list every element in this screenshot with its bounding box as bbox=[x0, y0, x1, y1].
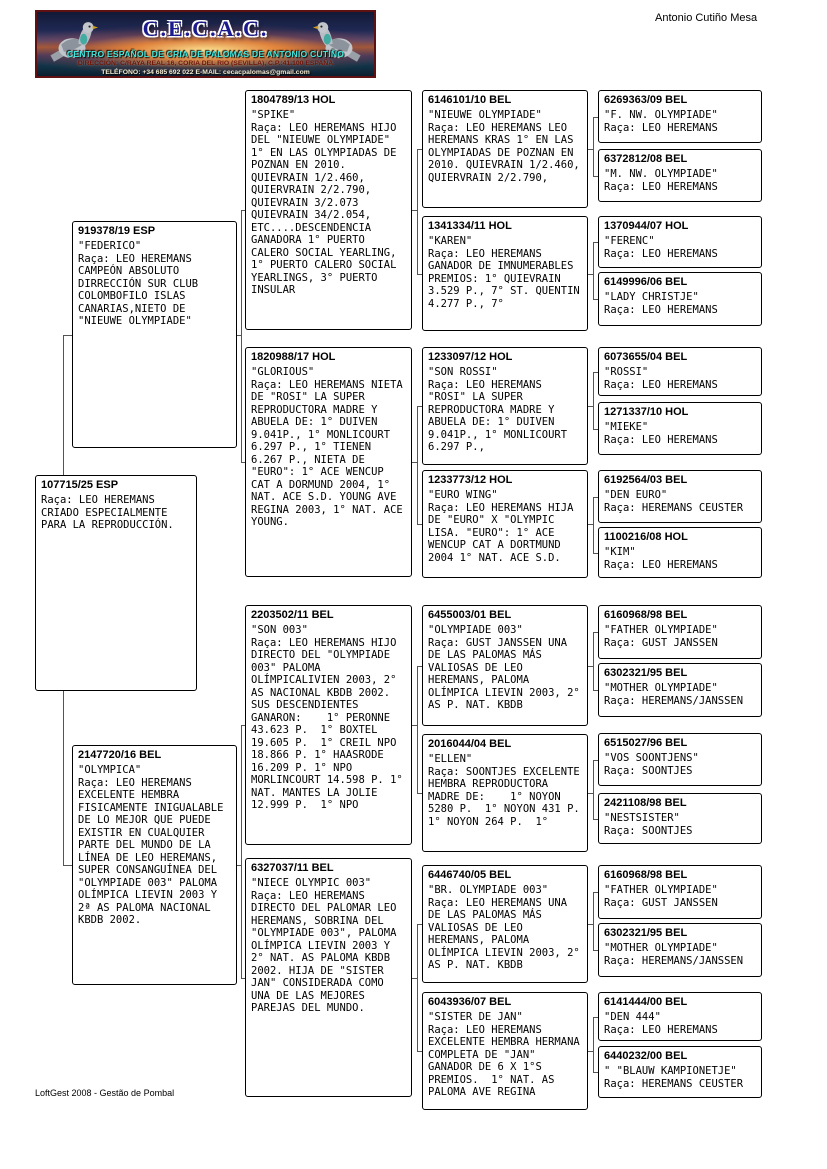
connector-line bbox=[593, 176, 598, 177]
connector-line bbox=[593, 690, 598, 691]
bird-name: "OLYMPICA" bbox=[78, 764, 142, 776]
connector-line bbox=[593, 117, 594, 176]
connector-line bbox=[241, 725, 245, 726]
bird-name: " "BLAUW KAMPIONETJE" bbox=[604, 1065, 737, 1077]
bird-name: "KAREN" bbox=[428, 235, 473, 247]
bird-description: Raça: LEO HEREMANS HIJA DE "EURO" X "OLYMPIC LISA. "EURO": 1° ACE WENCUP CAT A DORTMUND 2004 1° NAT. ACE S.D. bbox=[428, 501, 580, 564]
connector-line bbox=[593, 117, 598, 118]
bird-description: Raça: LEO HEREMANS EXCELENTE HEMBRA HERMANA COMPLETA DE "JAN" GANADOR DE 6 X 1°S PREMIOS. 1° NAT. AS PALOMA AVE REGINA bbox=[428, 1023, 587, 1098]
pedigree-box-1233773-12 bbox=[422, 470, 588, 578]
bird-name: "FERENC" bbox=[604, 235, 655, 247]
bird-description: Raça: GUST JANSSEN bbox=[604, 636, 718, 649]
pedigree-box-2421108-98 bbox=[598, 793, 762, 844]
ring-number: 6327037/11 BEL bbox=[251, 862, 334, 874]
pedigree-box-6440232-00 bbox=[598, 1046, 762, 1098]
pedigree-box-2016044-04 bbox=[422, 734, 588, 852]
ring-number: 6515027/96 BEL bbox=[604, 737, 688, 749]
connector-line bbox=[593, 950, 598, 951]
bird-description: Raça: LEO HEREMANS CRIADO ESPECIALMENTE PARA LA REPRODUCCIÓN. bbox=[41, 494, 174, 531]
bird-description: Raça: LEO HEREMANS "ROSI" LA SUPER REPRODUCTORA MADRE Y ABUELA DE: 1° DUIVEN 9.041P., 1° MONLICOURT 6.297 P., bbox=[428, 378, 574, 453]
ring-number: 6160968/98 BEL bbox=[604, 609, 688, 621]
pedigree-box-6043936-07 bbox=[422, 992, 588, 1110]
ring-number: 2016044/04 BEL bbox=[428, 738, 512, 750]
connector-line bbox=[417, 793, 422, 794]
bird-name: "KIM" bbox=[604, 546, 636, 558]
ring-number: 1233097/12 HOL bbox=[428, 351, 513, 363]
ring-number: 1370944/07 HOL bbox=[604, 220, 689, 232]
connector-line bbox=[593, 1072, 598, 1073]
bird-name: "DEN EURO" bbox=[604, 489, 668, 501]
pedigree-box-1341334-11 bbox=[422, 216, 588, 331]
connector-line bbox=[593, 429, 598, 430]
bird-description: Raça: HEREMANS CEUSTER bbox=[604, 501, 744, 514]
club-address: DIRECCIÓN: C/RAYA REAL 16, CORIA DEL RIO (SEVILLA), C.P.:41.100 ESPAÑA bbox=[77, 60, 334, 67]
pedigree-box-6269363-09 bbox=[598, 90, 762, 143]
ring-number: 1820988/17 HOL bbox=[251, 351, 336, 363]
connector-line bbox=[417, 1051, 422, 1052]
pedigree-box-6073655-04 bbox=[598, 347, 762, 396]
pedigree-box-6446740-05 bbox=[422, 865, 588, 983]
ring-number: 2421108/98 BEL bbox=[604, 797, 687, 809]
connector-line bbox=[593, 372, 594, 429]
footer-app-credit: LoftGest 2008 - Gestão de Pombal bbox=[35, 1088, 175, 1098]
connector-line bbox=[593, 372, 598, 373]
bird-name: "MOTHER OLYMPIADE" bbox=[604, 942, 718, 954]
connector-line bbox=[593, 760, 594, 819]
bird-name: "MIEKE" bbox=[604, 421, 649, 433]
pedigree-box-6515027-96 bbox=[598, 733, 762, 786]
connector-line bbox=[63, 865, 72, 866]
connector-line bbox=[417, 406, 418, 524]
bird-name: "SON 003" bbox=[251, 624, 308, 636]
ring-number: 1100216/08 HOL bbox=[604, 531, 688, 543]
connector-line bbox=[417, 666, 422, 667]
pedigree-box-1233097-12 bbox=[422, 347, 588, 465]
bird-name: "SPIKE" bbox=[251, 109, 296, 121]
bird-description: Raça: HEREMANS CEUSTER bbox=[604, 1077, 744, 1090]
pedigree-box-1271337-10 bbox=[598, 402, 762, 455]
connector-line bbox=[417, 924, 422, 925]
pedigree-box-6327037-11 bbox=[245, 858, 412, 1097]
bird-description: Raça: LEO HEREMANS bbox=[604, 180, 718, 193]
ring-number: 1271337/10 HOL bbox=[604, 406, 689, 418]
bird-name: "BR. OLYMPIADE 003" bbox=[428, 884, 549, 896]
bird-description: Raça: LEO HEREMANS DIRECTO DEL PALOMAR LEO HEREMANS, SOBRINA DEL "OLYMPIADE 003", PALOMA OLÍMPICA LIEVIN 2003 Y 2° NAT. AS PALOMA KBDB 2002. HIJA DE "SISTER JAN" CONSIDERADA COMO UNA DE LAS MEJORES PAREJAS DEL MUNDO. bbox=[251, 889, 403, 1014]
pedigree-box-6160968-98 bbox=[598, 865, 762, 919]
bird-description: Raça: LEO HEREMANS LEO HEREMANS KRAS 1° EN LAS OLYMPIADAS DE POZNAN EN 2010. QUIEVRAIN 1/2.460, QUIERVRAIN 2/2.790, bbox=[428, 121, 587, 184]
bird-name: "GLORIOUS" bbox=[251, 366, 315, 378]
connector-line bbox=[63, 691, 64, 865]
ring-number: 6149996/06 BEL bbox=[604, 276, 688, 288]
bird-name: "MOTHER OLYMPIADE" bbox=[604, 682, 718, 694]
pedigree-box-6455003-01 bbox=[422, 605, 588, 726]
bird-description: Raça: LEO HEREMANS bbox=[604, 433, 718, 446]
connector-line bbox=[417, 149, 418, 274]
bird-description: Raça: LEO HEREMANS EXCELENTE HEMBRA FISICAMENTE INIGUALABLE DE LO MEJOR QUE PUEDE EXISTIR EN CUALQUIER PARTE DEL MUNDO DE LA LÍNEA DE LEO HEREMANS, SUPER CONSANGUÍNEA DEL "OLYMPIADE 003" PALOMA OLÍMPICA LIEVIN 2003 Y 2ª AS PALOMA NACIONAL KBDB 2002. bbox=[78, 776, 230, 926]
ring-number: 1233773/12 HOL bbox=[428, 474, 513, 486]
bird-name: "ELLEN" bbox=[428, 753, 473, 765]
bird-name: "VOS SOONTJENS" bbox=[604, 752, 699, 764]
pedigree-box-1370944-07 bbox=[598, 216, 762, 268]
bird-description: Raça: LEO HEREMANS bbox=[604, 1023, 718, 1036]
connector-line bbox=[593, 632, 594, 690]
ring-number: 919378/19 ESP bbox=[78, 225, 156, 237]
bird-name: "OLYMPIADE 003" bbox=[428, 624, 523, 636]
bird-name: "FATHER OLYMPIADE" bbox=[604, 624, 718, 636]
pedigree-box-919378-19 bbox=[72, 221, 237, 448]
connector-line bbox=[593, 497, 594, 553]
bird-description: Raça: LEO HEREMANS bbox=[604, 121, 718, 134]
connector-line bbox=[593, 1017, 594, 1073]
pedigree-box-1820988-17 bbox=[245, 347, 412, 577]
club-name: CENTRO ESPAÑOL DE CRIA DE PALOMAS DE ANTONIO CUTIÑO bbox=[66, 49, 345, 59]
pedigree-box-107715-25 bbox=[35, 475, 197, 691]
ring-number: 1804789/13 HOL bbox=[251, 94, 336, 106]
connector-line bbox=[593, 760, 598, 761]
ring-number: 6269363/09 BEL bbox=[604, 94, 688, 106]
connector-line bbox=[63, 335, 72, 336]
bird-name: "SISTER DE JAN" bbox=[428, 1011, 523, 1023]
connector-line bbox=[593, 553, 598, 554]
pedigree-box-6302321-95 bbox=[598, 923, 762, 977]
ring-number: 6141444/00 BEL bbox=[604, 996, 688, 1008]
connector-line bbox=[593, 299, 598, 300]
connector-line bbox=[417, 666, 418, 794]
connector-line bbox=[593, 632, 598, 633]
connector-line bbox=[593, 892, 594, 950]
connector-line bbox=[417, 924, 418, 1051]
pedigree-box-6141444-00 bbox=[598, 992, 762, 1041]
owner-name: Antonio Cutiño Mesa bbox=[655, 12, 758, 24]
bird-name: "F. NW. OLYMPIADE" bbox=[604, 109, 718, 121]
bird-name: "LADY CHRISTJE" bbox=[604, 291, 699, 303]
pedigree-box-6160968-98 bbox=[598, 605, 762, 659]
pedigree-box-1804789-13 bbox=[245, 90, 412, 330]
club-banner bbox=[35, 10, 376, 78]
pedigree-box-6149996-06 bbox=[598, 272, 762, 326]
connector-line bbox=[241, 210, 245, 211]
pedigree-box-6302321-95 bbox=[598, 663, 762, 717]
club-contact: TELÉFONO: +34 685 692 022 E-MAIL: cecacpalomas@gmail.com bbox=[101, 69, 310, 76]
bird-name: "DEN 444" bbox=[604, 1011, 661, 1023]
bird-description: Raça: LEO HEREMANS bbox=[604, 303, 718, 316]
pedigree-box-6146101-10 bbox=[422, 90, 588, 208]
bird-name: "NESTSISTER" bbox=[604, 812, 680, 824]
bird-description: Raça: HEREMANS/JANSSEN bbox=[604, 954, 744, 967]
bird-description: Raça: GUST JANSSEN UNA DE LAS PALOMAS MÁS VALIOSAS DE LEO HEREMANS, PALOMA OLÍMPICA LIEVIN 2003, 2° AS P. NAT. KBDB bbox=[428, 636, 587, 711]
connector-line bbox=[593, 892, 598, 893]
bird-name: "ROSSI" bbox=[604, 366, 649, 378]
pedigree-box-1100216-08 bbox=[598, 527, 762, 578]
bird-name: "FEDERICO" bbox=[78, 240, 142, 252]
bird-description: Raça: LEO HEREMANS HIJO DIRECTO DEL "OLYMPIADE 003" PALOMA OLÍMPICALIVIEN 2003, 2° AS NACIONAL KBDB 2002. SUS DESCENDIENTES GANARON: 1° PERONNE 43.623 P. 1° BOXTEL 19.605 P. 1° CREIL NPO 18.866 P. 1° HAASRODE 16.209 P. 1° NPO MORLINCOURT 14.598 P. 1° NAT. MANTES LA JOLIE 12.999 P. 1° NPO bbox=[251, 636, 410, 811]
pedigree-box-6192564-03 bbox=[598, 470, 762, 523]
bird-name: "FATHER OLYMPIADE" bbox=[604, 884, 718, 896]
bird-name: "NIEUWE OLYMPIADE" bbox=[428, 109, 542, 121]
ring-number: 1341334/11 HOL bbox=[428, 220, 512, 232]
connector-line bbox=[593, 819, 598, 820]
bird-description: Raça: LEO HEREMANS UNA DE LAS PALOMAS MÁS VALIOSAS DE LEO HEREMANS, PALOMA OLÍMPICA LIEVIN 2003, 2° AS P. NAT. KBDB bbox=[428, 896, 587, 971]
bird-description: Raça: SOONTJES bbox=[604, 824, 693, 837]
club-acronym: C.E.C.A.C. bbox=[142, 16, 269, 41]
bird-name: "NIECE OLYMPIC 003" bbox=[251, 877, 372, 889]
bird-description: Raça: SOONTJES bbox=[604, 764, 693, 777]
bird-description: Raça: SOONTJES EXCELENTE HEMBRA REPRODUCTORA MADRE DE: 1° NOYON 5280 P. 1° NOYON 431 P. 1° NOYON 264 P. 1° bbox=[428, 765, 587, 828]
connector-line bbox=[63, 335, 64, 476]
connector-line bbox=[593, 242, 598, 243]
bird-description: Raça: HEREMANS/JANSSEN bbox=[604, 694, 744, 707]
connector-line bbox=[417, 406, 422, 407]
bird-description: Raça: LEO HEREMANS GANADOR DE IMNUMERABLES PREMIOS: 1° QUIEVRAIN 3.529 P., 7° ST. QUENTIN 4.277 P., 7° bbox=[428, 247, 587, 310]
connector-line bbox=[417, 149, 422, 150]
ring-number: 2147720/16 BEL bbox=[78, 749, 162, 761]
pedigree-box-2147720-16 bbox=[72, 745, 237, 985]
connector-line bbox=[593, 242, 594, 299]
bird-description: Raça: LEO HEREMANS CAMPEÓN ABSOLUTO DIRRECCIÓN SUR CLUB COLOMBOFILO ISLAS CANARIAS,NIETO DE "NIEUWE OLYMPIADE" bbox=[78, 252, 205, 327]
ring-number: 6455003/01 BEL bbox=[428, 609, 512, 621]
connector-line bbox=[417, 274, 422, 275]
connector-line bbox=[417, 524, 422, 525]
bird-name: "EURO WING" bbox=[428, 489, 498, 501]
connector-line bbox=[241, 978, 245, 979]
bird-description: Raça: LEO HEREMANS HIJO DEL "NIEUWE OLYMPIADE" 1° EN LAS OLYMPIADAS DE POZNAN EN 2010. QUIEVRAIN 1/2.460, QUIERVRAIN 2/2.790, QUIEVRAIN 3/2.073 QUIEVRAIN 34/2.054, ETC....DESCENDENCIA GANADORA 1° PUERTO CALERO SOCIAL YEARLING, 1° PUERTO CALERO SOCIAL YEARLINGS, 3° PUERTO INSULAR bbox=[251, 121, 403, 296]
pedigree-box-2203502-11 bbox=[245, 605, 412, 845]
connector-line bbox=[241, 462, 245, 463]
ring-number: 6446740/05 BEL bbox=[428, 869, 512, 881]
ring-number: 6073655/04 BEL bbox=[604, 351, 688, 363]
connector-line bbox=[241, 210, 242, 462]
ring-number: 6372812/08 BEL bbox=[604, 153, 688, 165]
ring-number: 6440232/00 BEL bbox=[604, 1050, 688, 1062]
bird-name: "M. NW. OLYMPIADE" bbox=[604, 168, 718, 180]
bird-description: Raça: GUST JANSSEN bbox=[604, 896, 718, 909]
connector-line bbox=[593, 1017, 598, 1018]
ring-number: 2203502/11 BEL bbox=[251, 609, 334, 621]
ring-number: 6146101/10 BEL bbox=[428, 94, 512, 106]
pedigree-box-6372812-08 bbox=[598, 149, 762, 202]
ring-number: 6302321/95 BEL bbox=[604, 667, 688, 679]
ring-number: 6302321/95 BEL bbox=[604, 927, 688, 939]
ring-number: 6192564/03 BEL bbox=[604, 474, 688, 486]
ring-number: 6160968/98 BEL bbox=[604, 869, 688, 881]
ring-number: 6043936/07 BEL bbox=[428, 996, 512, 1008]
connector-line bbox=[593, 497, 598, 498]
bird-description: Raça: LEO HEREMANS bbox=[604, 558, 718, 571]
connector-line bbox=[241, 725, 242, 978]
ring-number: 107715/25 ESP bbox=[41, 479, 119, 491]
bird-description: Raça: LEO HEREMANS bbox=[604, 247, 718, 260]
bird-description: Raça: LEO HEREMANS NIETA DE "ROSI" LA SUPER REPRODUCTORA MADRE Y ABUELA DE: 1° DUIVEN 9.041P., 1° MONLICOURT 6.297 P., 1° TIENEN 6.267 P., NIETA DE "EURO": 1° ACE WENCUP CAT A DORMUND 2004, 1° NAT. ACE S.D. YOUNG AVE REGINA 2003, 1° NAT. ACE YOUNG. bbox=[251, 378, 410, 528]
bird-description: Raça: LEO HEREMANS bbox=[604, 378, 718, 391]
bird-name: "SON ROSSI" bbox=[428, 366, 498, 378]
